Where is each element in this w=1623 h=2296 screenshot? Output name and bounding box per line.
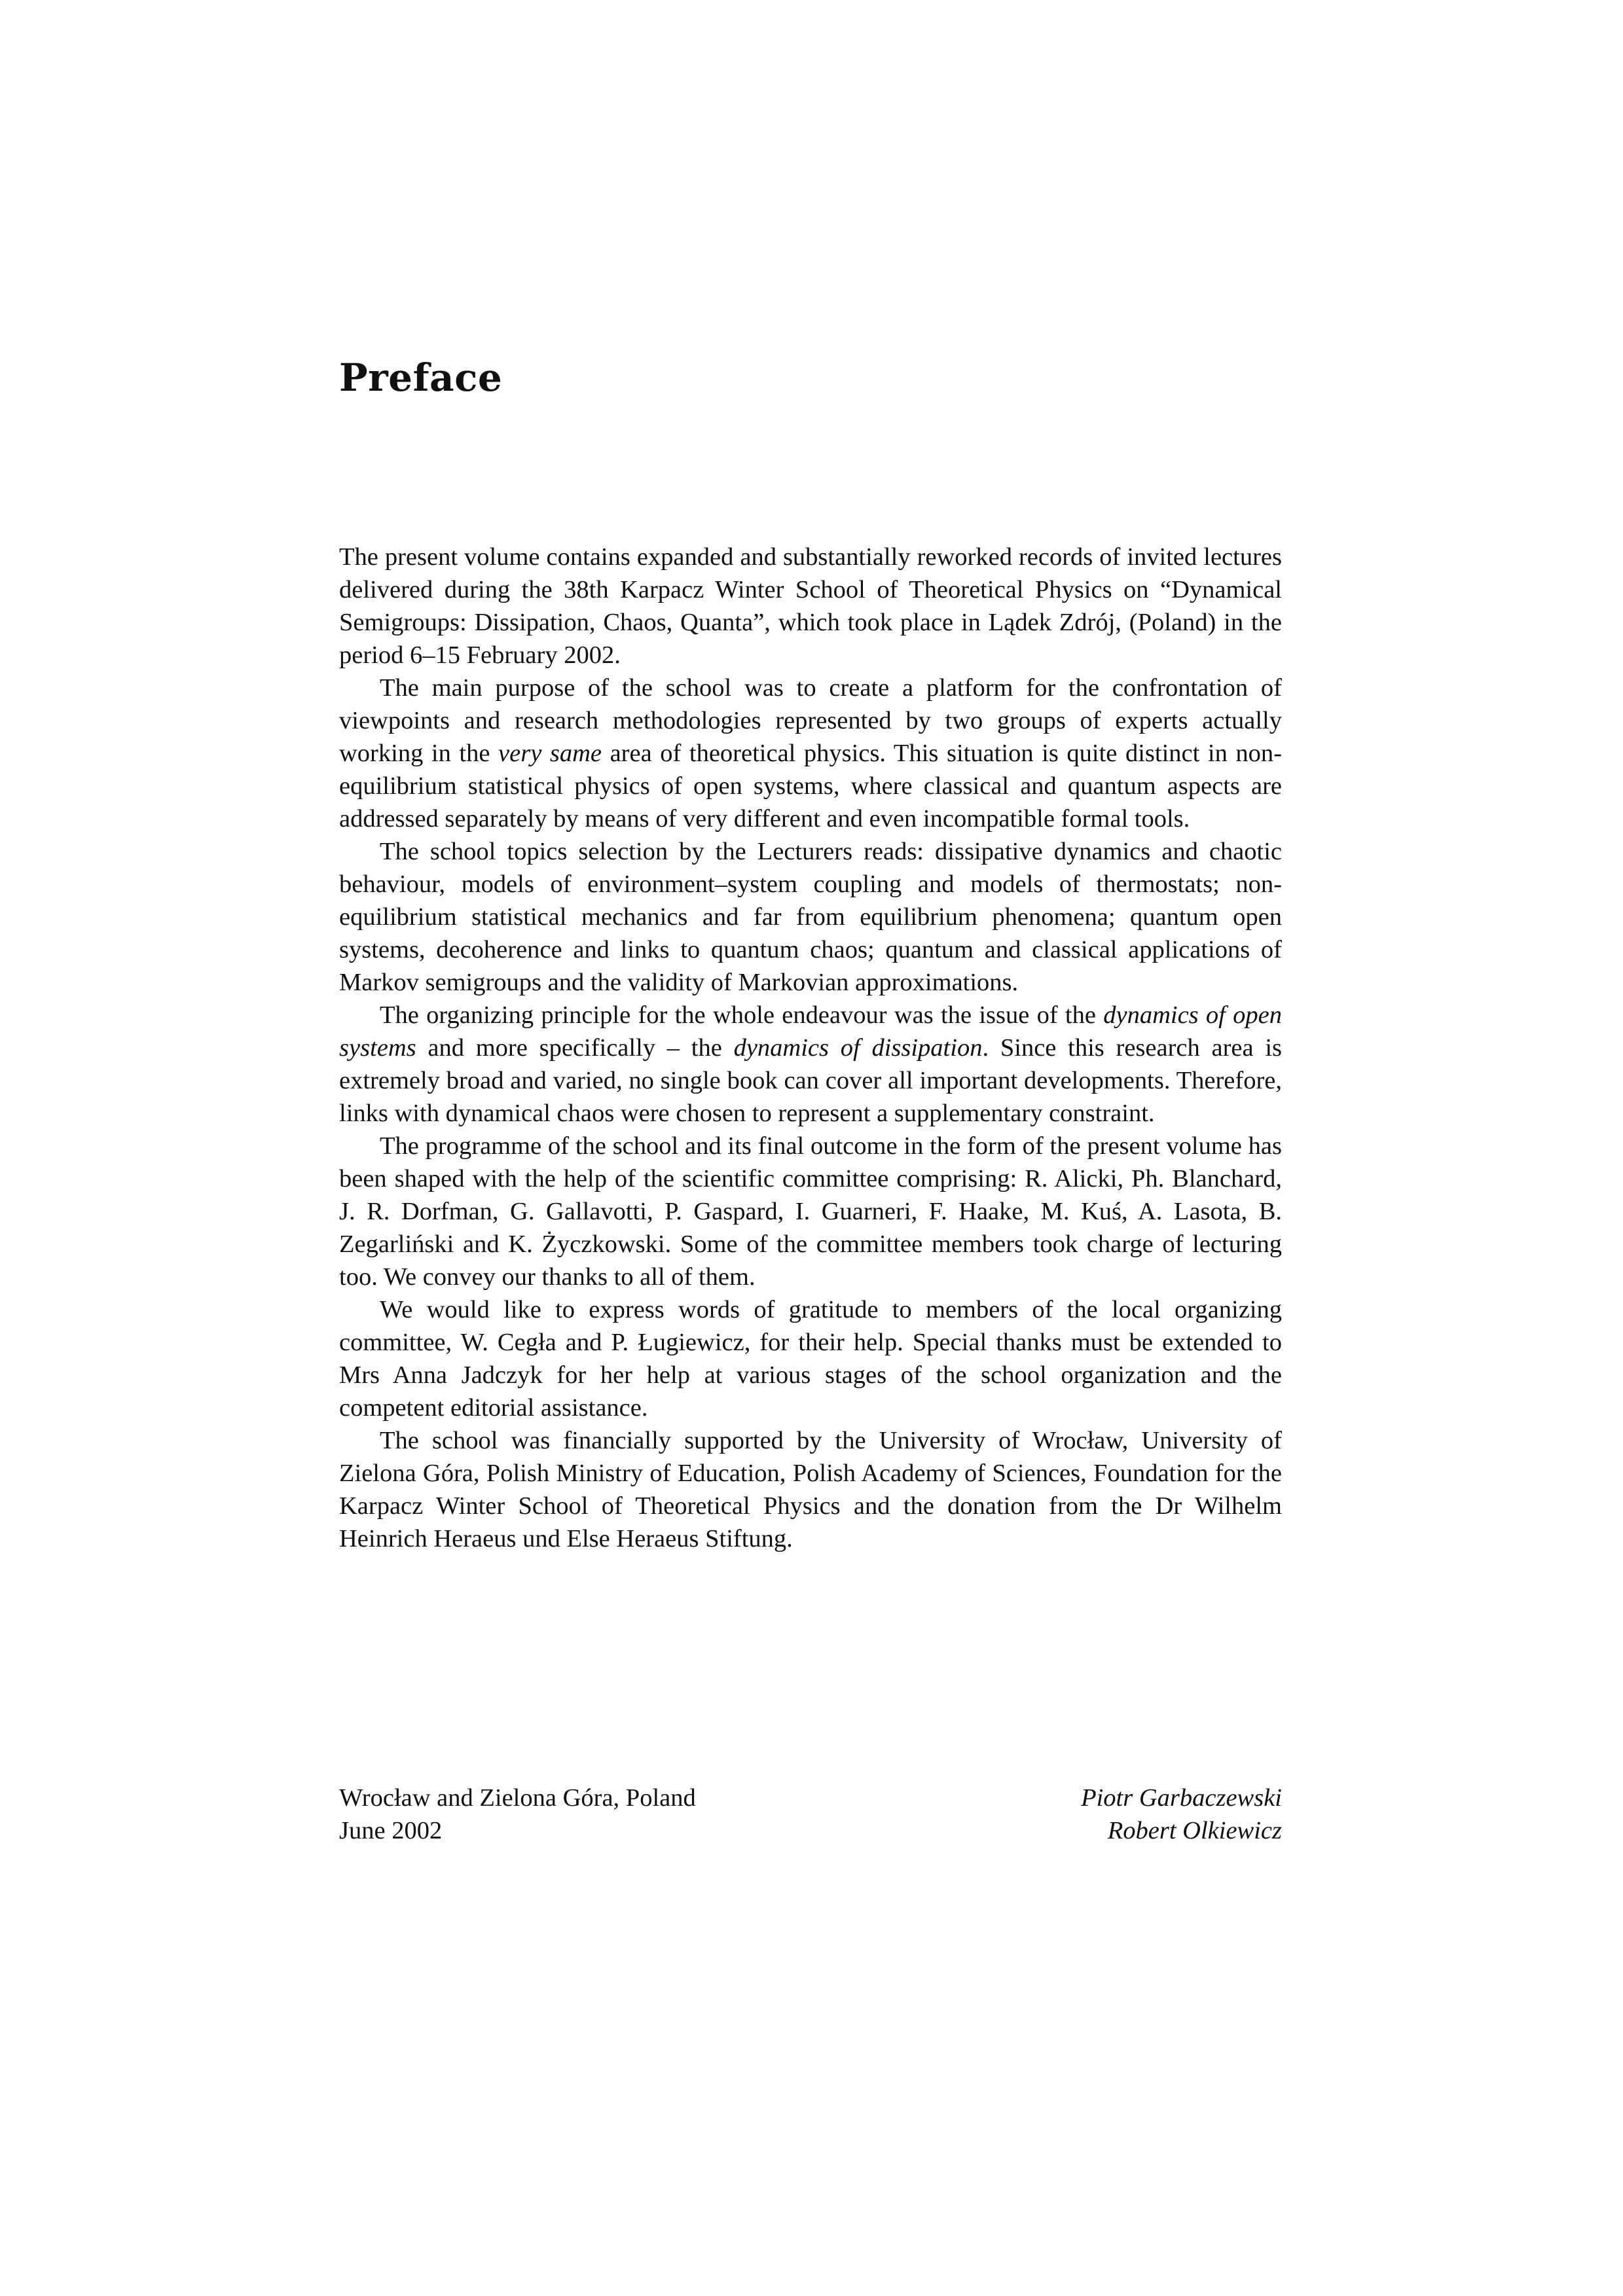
text-run: We would like to express words of gratitude to members of the local organizing committee, W. Cegła and P. Ługiewicz, for their help. Special thanks must be extended to Mrs Anna Jadczyk for her help at various stages of the school organization and the competent editorial assistance. — [339, 1296, 1282, 1422]
text-run: and more specifically – the — [416, 1034, 734, 1062]
editor-name: Robert Olkiewicz — [1107, 1817, 1282, 1844]
signature-block — [339, 1782, 1282, 1847]
text-run: The organizing principle for the whole endeavour was the issue of the — [380, 1001, 1104, 1029]
text-run: The present volume contains expanded and substantially reworked records of invited lectures delivered during the 38th Karpacz Winter School of Theoretical Physics on “Dynamical Semigroups: Dissipation, Chaos, Quanta”, which took place in Lądek Zdrój, (Poland) in the period 6–15 February 2002. — [339, 543, 1282, 669]
place-date — [339, 1782, 696, 1847]
text-run: The main purpose of the school was to create a platform for the confrontation of viewpoints and research methodologies represented by two groups of experts actually working in the — [339, 674, 1282, 767]
text-run: area of theoretical physics. This situation is quite distinct in non-equilibrium statistical physics of open systems, where classical and quantum aspects are addressed separately by means of very different and even incompatible formal tools. — [339, 740, 1282, 833]
preface-paragraph — [339, 1130, 1282, 1293]
page-title: Preface — [339, 355, 503, 400]
emphasis: dynamics of open systems — [339, 1001, 1282, 1062]
preface-paragraph — [339, 672, 1282, 835]
text-run: . Since this research area is extremely broad and varied, no single book can cover all important developments. Therefore, links with dynamical chaos were chosen to represent a supplementary constraint. — [339, 1034, 1283, 1127]
text-run: The school was financially supported by the University of Wrocław, University of Zielona Góra, Polish Ministry of Education, Polish Academy of Sciences, Foundation for the Karpacz Winter School of Theoretical Physics and the donation from the Dr Wilhelm Heinrich Heraeus und Else Heraeus Stiftung. — [339, 1427, 1282, 1552]
emphasis: dynamics of dissipation — [733, 1034, 983, 1062]
place: Wrocław and Zielona Góra, Poland — [339, 1784, 696, 1812]
date: June 2002 — [339, 1817, 443, 1844]
editors — [1081, 1782, 1282, 1847]
preface-paragraph — [339, 835, 1282, 999]
preface-paragraph — [339, 1293, 1282, 1424]
editor-name: Piotr Garbaczewski — [1081, 1784, 1282, 1812]
emphasis: very same — [498, 740, 602, 767]
preface-paragraph — [339, 541, 1282, 672]
text-run: The school topics selection by the Lecturers reads: dissipative dynamics and chaotic behaviour, models of environment–system coupling and models of thermostats; non-equilibrium statistical mechanics and far from equilibrium phenomena; quantum open systems, decoherence and links to quantum chaos; quantum and classical applications of Markov semigroups and the validity of Markovian approximations. — [339, 838, 1282, 996]
preface-paragraph — [339, 999, 1282, 1130]
preface-paragraph — [339, 1424, 1282, 1555]
text-run: The programme of the school and its final outcome in the form of the present volume has been shaped with the help of the scientific committee comprising: R. Alicki, Ph. Blanchard, J. R. Dorfman, G. Gallavotti, P. Gaspard, I. Guarneri, F. Haake, M. Kuś, A. Lasota, B. Zegarliński and K. Życzkowski. Some of the committee members took charge of lecturing too. We convey our thanks to all of them. — [339, 1132, 1282, 1291]
preface-body — [339, 541, 1282, 1555]
